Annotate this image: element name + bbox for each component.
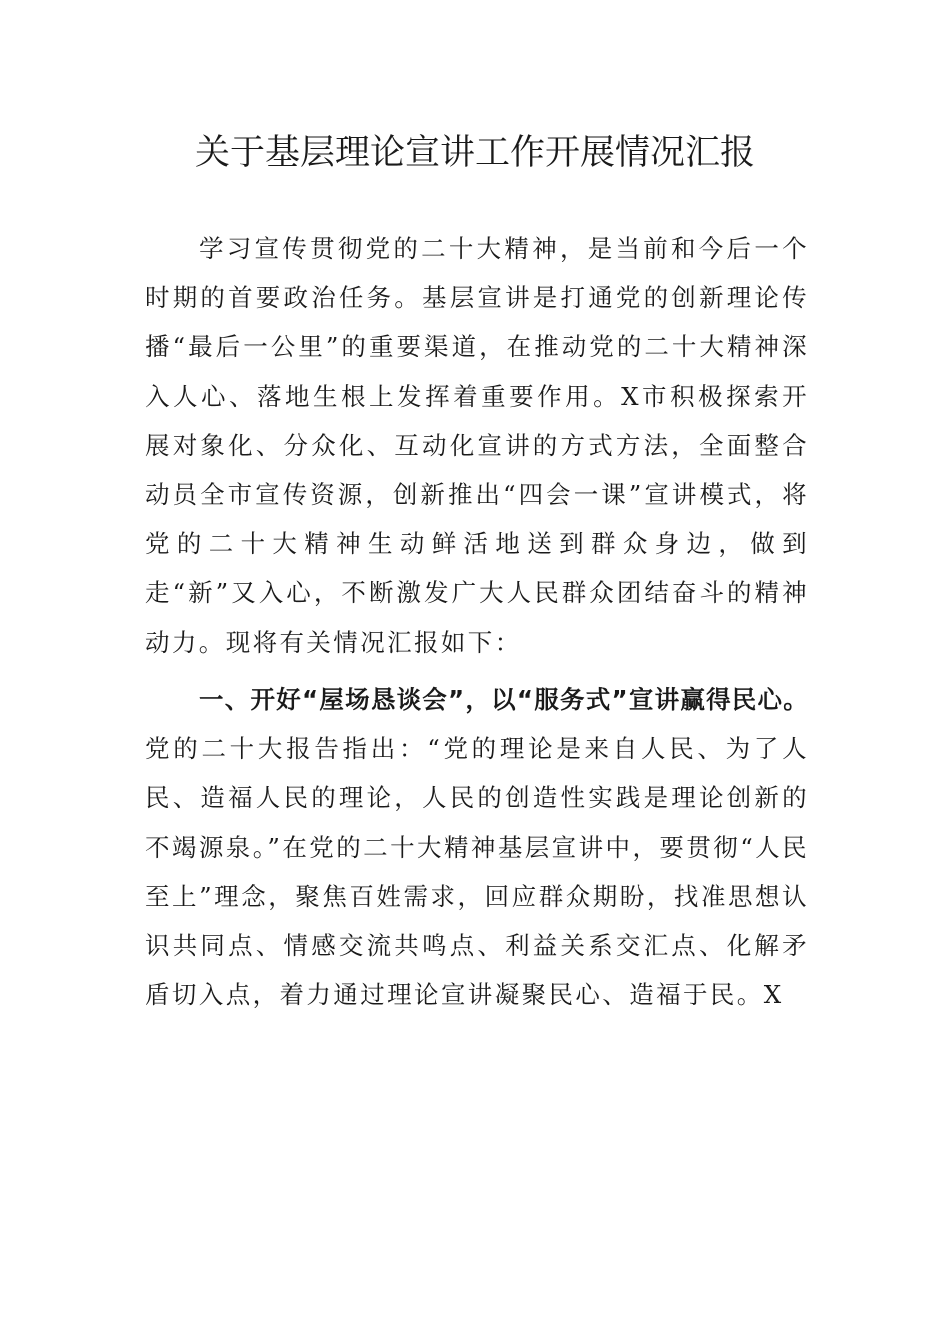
document-title: 关于基层理论宣讲工作开展情况汇报 bbox=[194, 133, 755, 173]
section-one-paragraph bbox=[145, 675, 809, 1019]
section-one-heading: 一、开好“屋场恳谈会”，以“服务式”宣讲赢得民心。 bbox=[199, 685, 809, 714]
section-one-body: 党的二十大报告指出：“党的理论是来自人民、为了人民、造福人民的理论，人民的创造性实践是理论创新的不竭源泉。”在党的二十大精神基层宣讲中，要贯彻“人民至上”理念，聚焦百姓需求，回应群众期盼，找准思想认识共同点、情感交流共鸣点、利益关系交汇点、化解矛盾切入点，着力通过理论宣讲凝聚民心、造福于民。X bbox=[145, 734, 809, 1010]
intro-paragraph: 学习宣传贯彻党的二十大精神，是当前和今后一个时期的首要政治任务。基层宣讲是打通党的创新理论传播“最后一公里”的重要渠道，在推动党的二十大精神深入人心、落地生根上发挥着重要作用。X市积极探索开展对象化、分众化、互动化宣讲的方式方法，全面整合动员全市宣传资源，创新推出“四会一课”宣讲模式，将党的二十大精神生动鲜活地送到群众身边，做到走“新”又入心，不断激发广大人民群众团结奋斗的精神动力。现将有关情况汇报如下： bbox=[145, 234, 809, 657]
